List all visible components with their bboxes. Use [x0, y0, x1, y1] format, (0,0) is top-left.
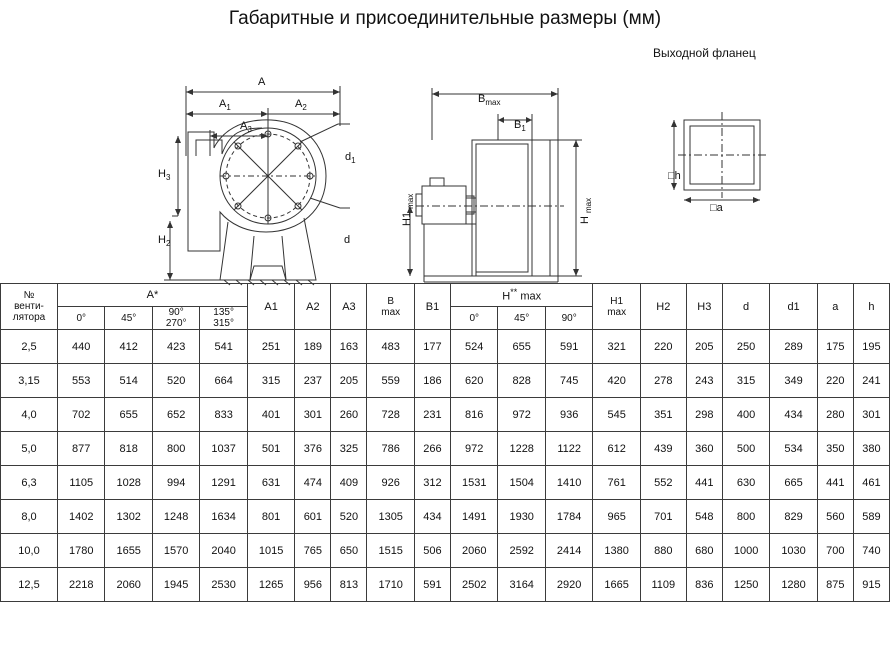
- table-cell: 818: [105, 432, 152, 466]
- table-cell: 800: [722, 500, 769, 534]
- table-cell: 1655: [105, 534, 152, 568]
- table-cell: 205: [331, 364, 367, 398]
- table-cell: 409: [331, 466, 367, 500]
- table-body: [1, 330, 890, 602]
- table-cell: 1302: [105, 500, 152, 534]
- table-cell: 1028: [105, 466, 152, 500]
- table-cell: 936: [545, 398, 592, 432]
- dim-label-H2: $H_2$: [158, 234, 171, 249]
- table-cell: 560: [817, 500, 853, 534]
- dim-label-B1: $B_1$: [514, 119, 526, 134]
- table-cell: 2502: [451, 568, 498, 602]
- header-group-A: A*: [58, 284, 248, 307]
- header-A-0deg: 0°: [58, 307, 105, 330]
- header-H-0deg: 0°: [451, 307, 498, 330]
- table-cell: 400: [722, 398, 769, 432]
- header-B1: B1: [414, 284, 450, 330]
- table-cell: 321: [593, 330, 640, 364]
- table-cell: 745: [545, 364, 592, 398]
- table-cell: 241: [853, 364, 889, 398]
- table-row: [1, 432, 890, 466]
- table-row: [1, 500, 890, 534]
- table-header-row-1: [1, 284, 890, 307]
- table-cell: 1531: [451, 466, 498, 500]
- table-cell: 548: [686, 500, 722, 534]
- table-cell: 875: [817, 568, 853, 602]
- header-h: h: [853, 284, 889, 330]
- table-cell: 520: [152, 364, 199, 398]
- dimensions-table: [0, 283, 890, 602]
- table-cell: 189: [295, 330, 331, 364]
- table-cell: 1945: [152, 568, 199, 602]
- table-cell: 220: [640, 330, 686, 364]
- flange-title: Выходной фланец: [653, 46, 756, 60]
- table-cell: 1402: [58, 500, 105, 534]
- table-cell: 423: [152, 330, 199, 364]
- table-cell: 2218: [58, 568, 105, 602]
- header-A-45deg: 45°: [105, 307, 152, 330]
- header-Bmax: B max: [367, 284, 414, 330]
- table-cell: 915: [853, 568, 889, 602]
- table-cell: 1250: [722, 568, 769, 602]
- table-cell: 994: [152, 466, 199, 500]
- table-cell: 833: [200, 398, 247, 432]
- table-cell: 280: [817, 398, 853, 432]
- table-cell: 1780: [58, 534, 105, 568]
- table-cell: 652: [152, 398, 199, 432]
- row-fan-number: 5,0: [1, 432, 58, 466]
- dim-label-H1max: H1 $_{max}$: [401, 193, 416, 226]
- table-cell: 325: [331, 432, 367, 466]
- table-cell: 965: [593, 500, 640, 534]
- row-fan-number: 4,0: [1, 398, 58, 432]
- dim-label-A3: $A_3$: [240, 120, 252, 135]
- table-cell: 829: [770, 500, 817, 534]
- table-cell: 401: [247, 398, 294, 432]
- table-row: [1, 364, 890, 398]
- table-cell: 514: [105, 364, 152, 398]
- table-cell: 589: [853, 500, 889, 534]
- table-cell: 1380: [593, 534, 640, 568]
- row-fan-number: 12,5: [1, 568, 58, 602]
- table-cell: 972: [498, 398, 545, 432]
- table-cell: 1491: [451, 500, 498, 534]
- table-cell: 461: [853, 466, 889, 500]
- header-d: d: [722, 284, 769, 330]
- table-cell: 801: [247, 500, 294, 534]
- table-cell: 298: [686, 398, 722, 432]
- table-cell: 559: [367, 364, 414, 398]
- table-cell: 441: [817, 466, 853, 500]
- table-cell: 315: [722, 364, 769, 398]
- table-cell: 836: [686, 568, 722, 602]
- table-cell: 534: [770, 432, 817, 466]
- table-cell: 1265: [247, 568, 294, 602]
- table-row: [1, 568, 890, 602]
- table-cell: 312: [414, 466, 450, 500]
- dim-label-A: A: [258, 76, 266, 88]
- page-title: Габаритные и присоединительные размеры (мм): [228, 8, 662, 29]
- table-cell: 250: [722, 330, 769, 364]
- table-cell: 3164: [498, 568, 545, 602]
- table-cell: 650: [331, 534, 367, 568]
- table-cell: 553: [58, 364, 105, 398]
- table-cell: 351: [640, 398, 686, 432]
- table-row: [1, 398, 890, 432]
- table-cell: 2040: [200, 534, 247, 568]
- dim-label-d: d: [344, 234, 351, 246]
- side-view-drawing: [390, 36, 620, 286]
- table-cell: 1291: [200, 466, 247, 500]
- table-cell: 163: [331, 330, 367, 364]
- table-cell: 301: [295, 398, 331, 432]
- table-cell: 251: [247, 330, 294, 364]
- table-cell: 828: [498, 364, 545, 398]
- table-cell: 1037: [200, 432, 247, 466]
- table-cell: 301: [853, 398, 889, 432]
- header-a: a: [817, 284, 853, 330]
- table-cell: 680: [686, 534, 722, 568]
- table-cell: 612: [593, 432, 640, 466]
- table-cell: 474: [295, 466, 331, 500]
- table-cell: 1634: [200, 500, 247, 534]
- table-cell: 1305: [367, 500, 414, 534]
- table-head: [1, 284, 890, 330]
- table-cell: 1000: [722, 534, 769, 568]
- table-cell: 956: [295, 568, 331, 602]
- table-cell: 665: [770, 466, 817, 500]
- table-cell: 620: [451, 364, 498, 398]
- header-H3: H3: [686, 284, 722, 330]
- table-cell: 655: [105, 398, 152, 432]
- table-cell: 260: [331, 398, 367, 432]
- table-cell: 631: [247, 466, 294, 500]
- table-cell: 2920: [545, 568, 592, 602]
- table-cell: 655: [498, 330, 545, 364]
- row-fan-number: 2,5: [1, 330, 58, 364]
- table-cell: 434: [770, 398, 817, 432]
- table-cell: 439: [640, 432, 686, 466]
- table-cell: 440: [58, 330, 105, 364]
- table-cell: 2060: [451, 534, 498, 568]
- table-cell: 591: [414, 568, 450, 602]
- table-cell: 186: [414, 364, 450, 398]
- table-cell: 1784: [545, 500, 592, 534]
- table-row: [1, 534, 890, 568]
- table-cell: 813: [331, 568, 367, 602]
- table-cell: 800: [152, 432, 199, 466]
- table-cell: 195: [853, 330, 889, 364]
- table-cell: 231: [414, 398, 450, 432]
- table-cell: 552: [640, 466, 686, 500]
- header-A2: A2: [295, 284, 331, 330]
- table-cell: 1570: [152, 534, 199, 568]
- row-fan-number: 3,15: [1, 364, 58, 398]
- table-cell: 1015: [247, 534, 294, 568]
- table-cell: 220: [817, 364, 853, 398]
- table-cell: 664: [200, 364, 247, 398]
- table-cell: 177: [414, 330, 450, 364]
- table-cell: 266: [414, 432, 450, 466]
- table-cell: 289: [770, 330, 817, 364]
- table-cell: 506: [414, 534, 450, 568]
- table-cell: 2592: [498, 534, 545, 568]
- table-cell: 786: [367, 432, 414, 466]
- table-cell: 237: [295, 364, 331, 398]
- header-H1max: H1 max: [593, 284, 640, 330]
- table-cell: 315: [247, 364, 294, 398]
- header-A-90-270deg: 90° 270°: [152, 307, 199, 330]
- header-d1: d1: [770, 284, 817, 330]
- table-cell: 1710: [367, 568, 414, 602]
- row-fan-number: 8,0: [1, 500, 58, 534]
- table-cell: 243: [686, 364, 722, 398]
- table-cell: 877: [58, 432, 105, 466]
- header-A1: A1: [247, 284, 294, 330]
- table-cell: 524: [451, 330, 498, 364]
- table-cell: 728: [367, 398, 414, 432]
- dim-label-h: □h: [668, 170, 681, 182]
- table-cell: 434: [414, 500, 450, 534]
- table-cell: 1030: [770, 534, 817, 568]
- table-cell: 380: [853, 432, 889, 466]
- table-cell: 972: [451, 432, 498, 466]
- dim-label-Bmax: $B_{max}$: [478, 93, 501, 108]
- table-cell: 1515: [367, 534, 414, 568]
- table-cell: 591: [545, 330, 592, 364]
- dim-label-a: □a: [710, 202, 723, 214]
- table-cell: 765: [295, 534, 331, 568]
- table-cell: 601: [295, 500, 331, 534]
- header-H-90deg: 90°: [545, 307, 592, 330]
- table-cell: 501: [247, 432, 294, 466]
- header-A3: A3: [331, 284, 367, 330]
- table-cell: 880: [640, 534, 686, 568]
- outlet-flange-drawing: [650, 96, 790, 236]
- drawings-area: [0, 36, 890, 282]
- dim-label-A2: $A_2$: [295, 98, 307, 113]
- table-cell: 545: [593, 398, 640, 432]
- table-cell: 702: [58, 398, 105, 432]
- table-cell: 205: [686, 330, 722, 364]
- table-cell: 700: [817, 534, 853, 568]
- table-row: [1, 330, 890, 364]
- table-cell: 926: [367, 466, 414, 500]
- table-cell: 761: [593, 466, 640, 500]
- header-A-135-315deg: 135° 315°: [200, 307, 247, 330]
- table-cell: 500: [722, 432, 769, 466]
- table-cell: 2060: [105, 568, 152, 602]
- table-cell: 1109: [640, 568, 686, 602]
- table-cell: 1504: [498, 466, 545, 500]
- table-cell: 1122: [545, 432, 592, 466]
- table-cell: 420: [593, 364, 640, 398]
- table-cell: 1228: [498, 432, 545, 466]
- row-fan-number: 10,0: [1, 534, 58, 568]
- header-H2: H2: [640, 284, 686, 330]
- table-cell: 1280: [770, 568, 817, 602]
- table-cell: 541: [200, 330, 247, 364]
- table-cell: 740: [853, 534, 889, 568]
- dim-label-Hmax: H $_{max}$: [579, 197, 594, 224]
- table-cell: 1665: [593, 568, 640, 602]
- table-cell: 1410: [545, 466, 592, 500]
- header-fan-number: № венти- лятора: [1, 284, 58, 330]
- dim-label-d1: $d_1$: [345, 151, 356, 166]
- dim-label-H3: $H_3$: [158, 168, 171, 183]
- header-group-H: H** max: [451, 284, 593, 307]
- table-cell: 175: [817, 330, 853, 364]
- table-cell: 701: [640, 500, 686, 534]
- table-cell: 278: [640, 364, 686, 398]
- table-cell: 1930: [498, 500, 545, 534]
- table-cell: 360: [686, 432, 722, 466]
- table-cell: 816: [451, 398, 498, 432]
- table-cell: 412: [105, 330, 152, 364]
- table-cell: 2530: [200, 568, 247, 602]
- row-fan-number: 6,3: [1, 466, 58, 500]
- table-row: [1, 466, 890, 500]
- table-cell: 630: [722, 466, 769, 500]
- header-H-45deg: 45°: [498, 307, 545, 330]
- table-cell: 483: [367, 330, 414, 364]
- table-cell: 350: [817, 432, 853, 466]
- table-cell: 349: [770, 364, 817, 398]
- dim-label-A1: $A_1$: [219, 98, 231, 113]
- table-cell: 1248: [152, 500, 199, 534]
- table-cell: 520: [331, 500, 367, 534]
- table-cell: 2414: [545, 534, 592, 568]
- table-cell: 1105: [58, 466, 105, 500]
- table-cell: 376: [295, 432, 331, 466]
- table-cell: 441: [686, 466, 722, 500]
